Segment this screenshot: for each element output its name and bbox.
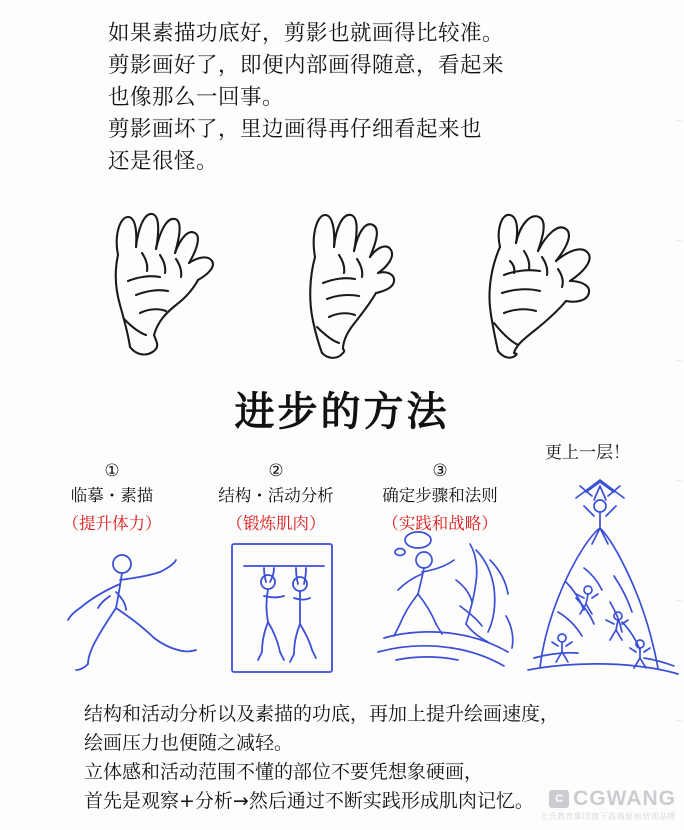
outro-line-2: 绘画压力也便随之减轻。 bbox=[84, 732, 294, 754]
hand-sketch-3 bbox=[440, 195, 630, 370]
outro-line-3: 立体感和活动范围不懂的部位不要凭想象硬画， bbox=[84, 761, 484, 783]
climbing-practice-sketch bbox=[360, 520, 530, 680]
running-figure-sketch bbox=[50, 542, 210, 672]
watermark-main-row bbox=[540, 787, 676, 811]
step-3-title: 确定步骤和法则 bbox=[382, 486, 498, 505]
watermark-brand: CGWANG bbox=[573, 787, 676, 810]
intro-line-3: 也像那么一回事。 bbox=[108, 85, 285, 110]
intro-paragraph bbox=[108, 18, 668, 178]
watermark bbox=[540, 787, 676, 822]
watermark-badge-icon: C bbox=[549, 790, 569, 808]
top-note: 更上一层！ bbox=[545, 443, 630, 463]
step-1-number: ① bbox=[104, 461, 120, 480]
section-title: 进步的方法 bbox=[234, 389, 450, 435]
step-3-number: ③ bbox=[432, 461, 448, 480]
mountain-summit-sketch bbox=[514, 472, 684, 682]
hand-sketch-2 bbox=[265, 195, 455, 370]
step-1 bbox=[32, 462, 192, 534]
intro-line-4: 剪影画坏了，里边画得再仔细看起来也 bbox=[108, 117, 483, 142]
intro-line-1: 如果素描功底好，剪影也就画得比较准。 bbox=[108, 21, 505, 46]
page-edge-marks bbox=[676, 0, 682, 830]
hand-sketch-row bbox=[80, 195, 620, 370]
step-2 bbox=[196, 462, 356, 534]
intro-line-2: 剪影画好了，即便内部画得随意，看起来 bbox=[108, 53, 505, 78]
steps-row bbox=[24, 462, 664, 682]
hand-sketch-1 bbox=[80, 195, 270, 370]
intro-line-5: 还是很怪。 bbox=[108, 149, 219, 174]
step-1-title: 临摹・素描 bbox=[70, 486, 154, 505]
step-1-subtitle: （提升体力） bbox=[62, 514, 162, 533]
watermark-subtitle: 王氏教育集团旗下高端原画培训品牌 bbox=[540, 812, 676, 821]
outro-line-4: 首先是观察+分析→然后通过不断实践形成肌肉记忆。 bbox=[84, 790, 534, 812]
step-2-subtitle: （锻炼肌肉） bbox=[226, 514, 326, 533]
pull-up-bar-sketch bbox=[220, 538, 350, 678]
outro-line-1: 结构和活动分析以及素描的功底，再加上提升绘画速度， bbox=[84, 703, 560, 725]
step-3-subtitle: （实践和战略） bbox=[382, 514, 498, 533]
step-2-title: 结构・活动分析 bbox=[218, 486, 334, 505]
step-2-number: ② bbox=[268, 461, 284, 480]
